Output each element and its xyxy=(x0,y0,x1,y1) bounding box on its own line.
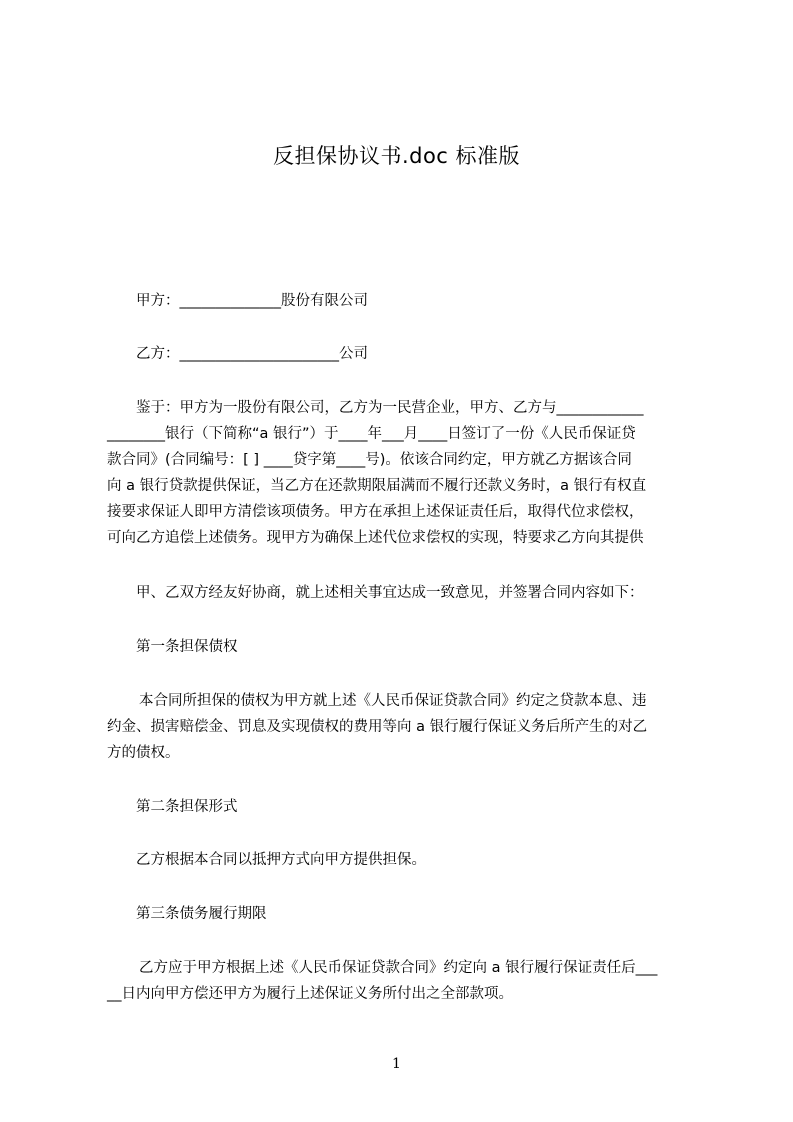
article-1-body xyxy=(107,688,701,766)
whereas-line-6: 可向乙方追偿上述债务。现甲方为确保上述代位求偿权的实现，特要求乙方向其提供 xyxy=(107,530,644,546)
agreement-intro-paragraph xyxy=(107,580,701,606)
whereas-line-1: 鉴于：甲方为一股份有限公司，乙方为一民营企业，甲方、乙方与____________ xyxy=(136,400,644,416)
article-3-heading: 第三条债务履行期限 xyxy=(136,906,267,922)
party-b-text: 乙方：______________________公司 xyxy=(136,346,368,362)
article-2-heading-block xyxy=(107,794,701,820)
page-number: 1 xyxy=(392,1056,401,1072)
whereas-paragraph xyxy=(107,395,701,551)
article-3-heading-block xyxy=(107,901,701,927)
article-3-line-1: 乙方应于甲方根据上述《人民币保证贷款合同》约定向 a 银行履行保证责任后___ xyxy=(139,960,658,976)
article-2-body xyxy=(107,847,701,873)
article-3-line-2: __日内向甲方偿还甲方为履行上述保证义务所付出之全部款项。 xyxy=(107,986,513,1002)
article-3-body xyxy=(107,955,701,1007)
article-1-line-2: 约金、损害赔偿金、罚息及实现债权的费用等向 a 银行履行保证义务后所产生的对乙 xyxy=(107,719,648,735)
party-b-line xyxy=(107,341,701,367)
article-2-heading: 第二条担保形式 xyxy=(136,799,238,815)
article-1-line-3: 方的债权。 xyxy=(107,745,180,761)
whereas-line-3: 款合同》(合同编号：[ ] ____贷字第____号)。依该合同约定，甲方就乙方据该合同 xyxy=(107,452,632,468)
whereas-line-5: 接要求保证人即甲方清偿该项债务。甲方在承担上述保证责任后，取得代位求偿权， xyxy=(107,504,644,520)
article-1-line-1: 本合同所担保的债权为甲方就上述《人民币保证贷款合同》约定之贷款本息、违 xyxy=(139,693,647,709)
agreement-intro-text: 甲、乙双方经友好协商，就上述相关事宜达成一致意见，并签署合同内容如下： xyxy=(136,585,644,601)
whereas-line-4: 向 a 银行贷款提供保证，当乙方在还款期限届满而不履行还款义务时，a 银行有权直 xyxy=(107,478,647,494)
article-1-heading: 第一条担保债权 xyxy=(136,639,238,655)
party-a-line xyxy=(107,288,701,314)
party-a-text: 甲方：______________股份有限公司 xyxy=(136,293,368,309)
document-title: 反担保协议书.doc 标准版 xyxy=(272,144,521,168)
article-1-heading-block xyxy=(107,634,701,660)
article-2-text: 乙方根据本合同以抵押方式向甲方提供担保。 xyxy=(136,852,426,868)
whereas-line-2: ________银行（下简称“a 银行”）于____年___月____日签订了一份《人民币保证贷 xyxy=(107,426,636,442)
